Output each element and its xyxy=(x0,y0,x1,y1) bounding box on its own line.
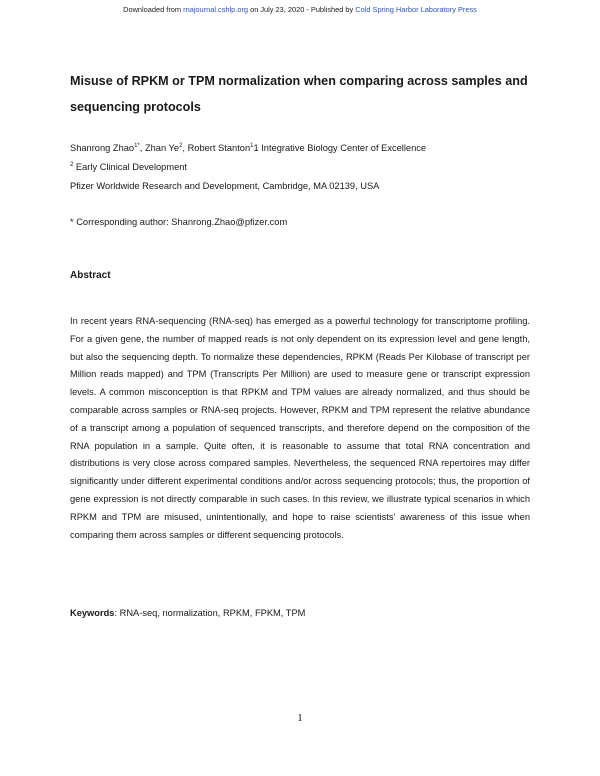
keywords-values: : RNA-seq, normalization, RPKM, FPKM, TPM xyxy=(114,608,306,618)
banner-prefix: Downloaded from xyxy=(123,5,184,14)
author-name: Zhan Ye xyxy=(144,143,180,153)
affiliation-3: Pfizer Worldwide Research and Development, Cambridge, MA 02139, USA xyxy=(70,181,380,191)
keywords-label: Keywords xyxy=(70,608,115,618)
affiliation-superscript: 2 xyxy=(70,162,74,168)
author-block xyxy=(70,139,530,196)
page-number: 1 xyxy=(297,712,303,724)
banner-middle: on July 23, 2020 - Published by xyxy=(248,5,356,14)
affiliation-line xyxy=(70,158,530,177)
affiliation-1: 1 Integrative Biology Center of Excellence xyxy=(253,143,427,153)
author-line: Shanrong Zhao$^{1*}$, Zhan Ye$^2$, Robert Stanton$^1$1 Integrative Biology Center of Excellence xyxy=(70,143,427,153)
publisher-link[interactable]: Cold Spring Harbor Laboratory Press xyxy=(355,5,477,14)
download-banner xyxy=(0,5,600,14)
author-name: Shanrong Zhao xyxy=(70,143,135,153)
author-superscript: 1* xyxy=(134,143,140,149)
author-name: Robert Stanton xyxy=(187,143,251,153)
journal-link[interactable]: rnajournal.cshlp.org xyxy=(183,5,249,14)
author-superscript: 2 xyxy=(179,143,183,149)
paper-title: Misuse of RPKM or TPM normalization when comparing across samples and sequencing protocols xyxy=(70,74,528,114)
keywords xyxy=(70,608,305,618)
abstract-body: In recent years RNA-sequencing (RNA-seq) has emerged as a powerful technology for transcriptome profiling. For a given gene, the number of mapped reads is not only dependent on its expression level and gene length, but also the sequencing depth. To normalize these dependencies, RPKM (Reads Per Kilobase of transcript per Million reads mapped) and TPM (Transcripts Per Million) are used to measure gene or transcript expression levels. A common misconception is that RPKM and TPM values are already normalized, and thus should be comparable across samples or RNA-seq projects. However, RPKM and TPM represent the relative abundance of a transcript among a population of sequenced transcripts, and therefore depend on the composition of the RNA population in a sample. Quite often, it is reasonable to assume that total RNA concentration and distributions is very close across compared samples. Nevertheless, the sequenced RNA repertoires may differ significantly under different experimental conditions and/or across sequencing protocols; thus, the proportion of gene expression is not directly comparable in such cases. In this review, we illustrate typical scenarios in which RPKM and TPM are misused, unintentionally, and hope to raise scientists’ awareness of this issue when comparing them across samples or different sequencing protocols. xyxy=(70,316,530,540)
abstract-heading: Abstract xyxy=(70,270,111,281)
corresponding-author: * Corresponding author: Shanrong.Zhao@pfizer.com xyxy=(70,217,288,227)
affiliation-2: Early Clinical Development xyxy=(73,162,188,172)
author-superscript: 1 xyxy=(250,143,254,149)
